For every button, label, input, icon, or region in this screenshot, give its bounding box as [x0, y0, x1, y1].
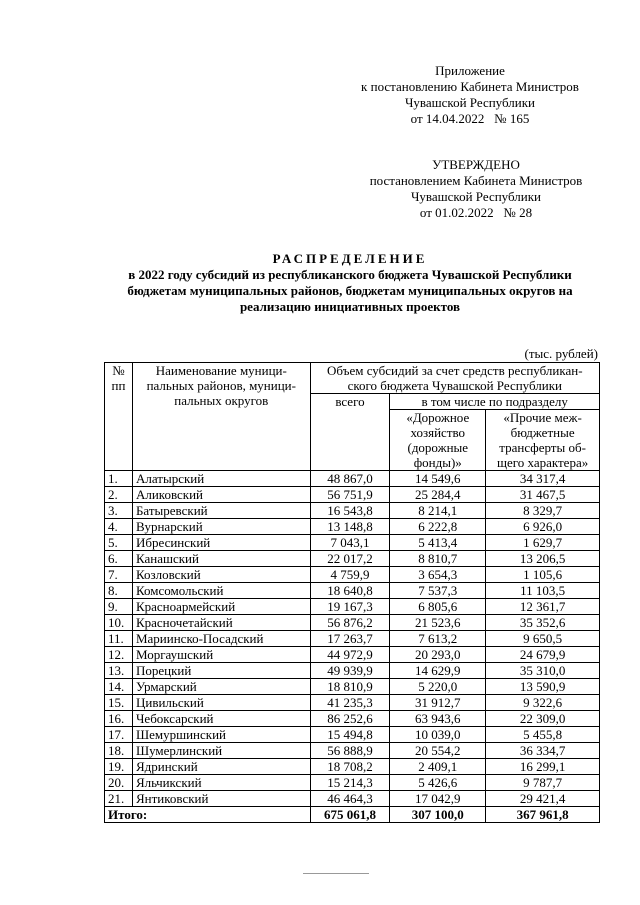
- row-total: 16 543,8: [310, 503, 390, 519]
- table-row: [105, 471, 600, 487]
- approved-line-4: от 01.02.2022 № 28: [419, 205, 533, 220]
- table-row: [105, 791, 600, 807]
- row-road: 17 042,9: [390, 791, 486, 807]
- table-row: [105, 519, 600, 535]
- title-line-3: реализацию инициативных проектов: [239, 299, 461, 314]
- row-road: 7 537,3: [390, 583, 486, 599]
- appendix-line-3: Чувашской Республики: [404, 95, 536, 110]
- row-total: 22 017,2: [310, 551, 390, 567]
- table-body: [105, 471, 600, 807]
- table-row: [105, 727, 600, 743]
- table-row: [105, 615, 600, 631]
- row-road: 21 523,6: [390, 615, 486, 631]
- row-total: 18 708,2: [310, 759, 390, 775]
- subsidy-table: [104, 362, 600, 823]
- row-name: Моргаушский: [132, 647, 310, 663]
- row-name: Красночетайский: [132, 615, 310, 631]
- unit-label: (тыс. рублей): [524, 346, 598, 361]
- row-other: 31 467,5: [486, 487, 600, 503]
- row-total: 56 888,9: [310, 743, 390, 759]
- header-name: Наименование муници-пальных районов, муници-пальных округов: [132, 363, 310, 471]
- row-number: 4.: [105, 519, 133, 535]
- row-other: 16 299,1: [486, 759, 600, 775]
- row-other: 35 310,0: [486, 663, 600, 679]
- row-road: 6 222,8: [390, 519, 486, 535]
- row-total: 13 148,8: [310, 519, 390, 535]
- row-name: Яльчикский: [132, 775, 310, 791]
- row-number: 14.: [105, 679, 133, 695]
- row-other: 8 329,7: [486, 503, 600, 519]
- row-number: 17.: [105, 727, 133, 743]
- row-number: 11.: [105, 631, 133, 647]
- row-name: Чебоксарский: [132, 711, 310, 727]
- table-row: [105, 583, 600, 599]
- row-name: Янтиковский: [132, 791, 310, 807]
- row-other: 13 590,9: [486, 679, 600, 695]
- row-other: 12 361,7: [486, 599, 600, 615]
- row-total: 15 494,8: [310, 727, 390, 743]
- header-volume: Объем субсидий за счет средств республикан-ского бюджета Чувашской Республики: [310, 363, 599, 394]
- row-total: 17 263,7: [310, 631, 390, 647]
- row-total: 49 939,9: [310, 663, 390, 679]
- row-name: Порецкий: [132, 663, 310, 679]
- row-number: 1.: [105, 471, 133, 487]
- row-other: 6 926,0: [486, 519, 600, 535]
- row-other: 9 322,6: [486, 695, 600, 711]
- row-total: 46 464,3: [310, 791, 390, 807]
- table-row: [105, 551, 600, 567]
- row-number: 16.: [105, 711, 133, 727]
- row-other: 36 334,7: [486, 743, 600, 759]
- row-number: 5.: [105, 535, 133, 551]
- row-total: 48 867,0: [310, 471, 390, 487]
- total-other: 367 961,8: [486, 807, 600, 823]
- title-heading: РАСПРЕДЕЛЕНИЕ: [272, 251, 428, 266]
- approved-line-3: Чувашской Республики: [410, 189, 542, 204]
- header-number: № пп: [105, 363, 133, 471]
- table-row: [105, 567, 600, 583]
- row-name: Ядринский: [132, 759, 310, 775]
- table-row: [105, 695, 600, 711]
- total-label: Итого:: [105, 807, 311, 823]
- row-number: 20.: [105, 775, 133, 791]
- header-other: «Прочие меж-бюджетные трансферты об-щего характера»: [486, 410, 600, 471]
- row-number: 19.: [105, 759, 133, 775]
- row-number: 2.: [105, 487, 133, 503]
- row-name: Шемуршинский: [132, 727, 310, 743]
- row-road: 3 654,3: [390, 567, 486, 583]
- row-total: 56 876,2: [310, 615, 390, 631]
- table-row: [105, 647, 600, 663]
- row-road: 8 810,7: [390, 551, 486, 567]
- table-row: [105, 631, 600, 647]
- row-other: 1 629,7: [486, 535, 600, 551]
- table-row: [105, 663, 600, 679]
- row-total: 15 214,3: [310, 775, 390, 791]
- row-other: 11 103,5: [486, 583, 600, 599]
- table-row: [105, 711, 600, 727]
- row-name: Вурнарский: [132, 519, 310, 535]
- row-other: 35 352,6: [486, 615, 600, 631]
- total-row: [105, 807, 600, 823]
- row-number: 21.: [105, 791, 133, 807]
- row-road: 31 912,7: [390, 695, 486, 711]
- table-row: [105, 487, 600, 503]
- row-name: Канашский: [132, 551, 310, 567]
- table-row: [105, 743, 600, 759]
- total-sum: 675 061,8: [310, 807, 390, 823]
- row-total: 4 759,9: [310, 567, 390, 583]
- row-other: 29 421,4: [486, 791, 600, 807]
- row-road: 14 629,9: [390, 663, 486, 679]
- row-road: 10 039,0: [390, 727, 486, 743]
- appendix-block: [342, 63, 598, 127]
- row-number: 13.: [105, 663, 133, 679]
- row-other: 1 105,6: [486, 567, 600, 583]
- row-number: 18.: [105, 743, 133, 759]
- row-road: 5 426,6: [390, 775, 486, 791]
- row-road: 20 293,0: [390, 647, 486, 663]
- row-total: 18 640,8: [310, 583, 390, 599]
- row-name: Батыревский: [132, 503, 310, 519]
- row-number: 8.: [105, 583, 133, 599]
- header-road: «Дорожное хозяйство (дорожные фонды)»: [390, 410, 486, 471]
- row-road: 6 805,6: [390, 599, 486, 615]
- row-road: 7 613,2: [390, 631, 486, 647]
- row-number: 15.: [105, 695, 133, 711]
- row-road: 5 413,4: [390, 535, 486, 551]
- row-other: 34 317,4: [486, 471, 600, 487]
- row-total: 56 751,9: [310, 487, 390, 503]
- document-title: [90, 251, 610, 315]
- row-name: Мариинско-Посадский: [132, 631, 310, 647]
- table-row: [105, 535, 600, 551]
- row-total: 41 235,3: [310, 695, 390, 711]
- row-number: 10.: [105, 615, 133, 631]
- row-name: Цивильский: [132, 695, 310, 711]
- row-name: Ибресинский: [132, 535, 310, 551]
- row-road: 2 409,1: [390, 759, 486, 775]
- title-line-1: в 2022 году субсидий из республиканского бюджета Чувашской Республики: [128, 267, 572, 282]
- row-name: Козловский: [132, 567, 310, 583]
- row-number: 6.: [105, 551, 133, 567]
- row-name: Аликовский: [132, 487, 310, 503]
- row-road: 14 549,6: [390, 471, 486, 487]
- row-road: 5 220,0: [390, 679, 486, 695]
- row-name: Комсомольский: [132, 583, 310, 599]
- table-row: [105, 679, 600, 695]
- approved-block: [352, 157, 600, 221]
- approved-line-2: постановлением Кабинета Министров: [369, 173, 583, 188]
- title-line-2: бюджетам муниципальных районов, бюджетам муниципальных округов на: [127, 283, 573, 298]
- row-number: 12.: [105, 647, 133, 663]
- row-road: 20 554,2: [390, 743, 486, 759]
- row-total: 18 810,9: [310, 679, 390, 695]
- row-road: 25 284,4: [390, 487, 486, 503]
- row-number: 7.: [105, 567, 133, 583]
- row-name: Алатырский: [132, 471, 310, 487]
- header-including: в том числе по подразделу: [390, 394, 600, 410]
- row-total: 86 252,6: [310, 711, 390, 727]
- table-row: [105, 503, 600, 519]
- appendix-line-2: к постановлению Кабинета Министров: [361, 79, 579, 94]
- appendix-line-1: Приложение: [435, 63, 505, 78]
- row-number: 9.: [105, 599, 133, 615]
- row-other: 13 206,5: [486, 551, 600, 567]
- header-total: всего: [310, 394, 390, 471]
- table-row: [105, 759, 600, 775]
- row-other: 9 650,5: [486, 631, 600, 647]
- table-row: [105, 775, 600, 791]
- row-name: Шумерлинский: [132, 743, 310, 759]
- row-other: 24 679,9: [486, 647, 600, 663]
- row-other: 22 309,0: [486, 711, 600, 727]
- row-name: Красноармейский: [132, 599, 310, 615]
- approved-line-1: УТВЕРЖДЕНО: [432, 157, 520, 172]
- row-total: 7 043,1: [310, 535, 390, 551]
- total-road: 307 100,0: [390, 807, 486, 823]
- appendix-line-4: от 14.04.2022 № 165: [410, 111, 530, 126]
- row-total: 19 167,3: [310, 599, 390, 615]
- row-number: 3.: [105, 503, 133, 519]
- row-name: Урмарский: [132, 679, 310, 695]
- row-road: 63 943,6: [390, 711, 486, 727]
- row-total: 44 972,9: [310, 647, 390, 663]
- row-other: 5 455,8: [486, 727, 600, 743]
- row-road: 8 214,1: [390, 503, 486, 519]
- table-row: [105, 599, 600, 615]
- row-other: 9 787,7: [486, 775, 600, 791]
- footer-divider: [303, 873, 369, 874]
